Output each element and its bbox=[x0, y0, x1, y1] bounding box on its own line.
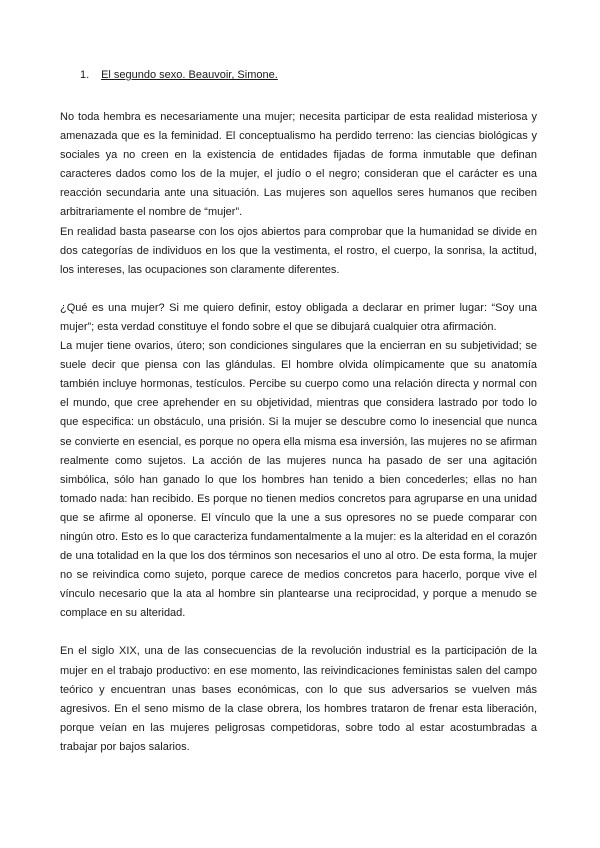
paragraph-2: En realidad basta pasearse con los ojos abiertos para comprobar que la humanidad se divide en dos categorías de individuos en los que la vestimenta, el rostro, el cuerpo, la sonrisa, la actitud, los intereses, las ocupaciones son claramente diferentes. bbox=[60, 225, 537, 276]
paragraph-3: ¿Qué es una mujer? Si me quiero definir, estoy obligada a declarar en primer lugar: “Soy una mujer”; esta verdad constituye el fondo sobre el que se dibujará cualquier otra afirmación. bbox=[60, 301, 537, 333]
section-heading bbox=[80, 66, 278, 85]
heading-title: El segundo sexo. Beauvoir, Simone. bbox=[101, 69, 278, 81]
heading-number: 1. bbox=[80, 69, 90, 81]
paragraph-4: La mujer tiene ovarios, útero; son condiciones singulares que la encierran en su subjetividad; se suele decir que piensa con las glándulas. El hombre olvida olímpicamente que su anatomía también incluye hormonas, testículos. Percibe su cuerpo como una relación directa y normal con el mundo, que cree aprehender en su objetividad, mientras que considera lastrado por todo lo que especifica: un obstáculo, una prisión. Si la mujer se descubre como lo inesencial que nunca se convierte en esencial, es porque no opera ella misma esa inversión, las mujeres no se afirman realmente como sujetos. La acción de las mujeres nunca ha pasado de ser una agitación simbólica, sólo han ganado lo que los hombres han tenido a bien concederles; ellas no han tomado nada: han recibido. Es porque no tienen medios concretos para agruparse en una unidad que se afirme al oponerse. El vínculo que la une a sus opresores no se puede comparar con ningún otro. Esto es lo que caracteriza fundamentalmente a la mujer: es la alteridad en el corazón de una totalidad en la que los dos términos son necesarios el uno al otro. De esta forma, la mujer no se reivindica como sujeto, porque carece de medios concretos para hacerlo, porque vive el vínculo necesario que la ata al hombre sin plantearse una reciprocidad, y porque a menudo se complace en su alteridad. bbox=[60, 340, 537, 620]
paragraph-1: No toda hembra es necesariamente una mujer; necesita participar de esta realidad misteriosa y amenazada que es la feminidad. El conceptualismo ha perdido terreno: las ciencias biológicas y sociales ya no creen en la existencia de entidades fijadas de forma inmutable que definan caracteres dados como los de la mujer, el judío o el negro; consideran que el carácter es una reacción secundaria ante una situación. Las mujeres son aquellos seres humanos que reciben arbitrariamente el nombre de “mujer”. bbox=[60, 111, 537, 219]
paragraph-5: En el siglo XIX, una de las consecuencias de la revolución industrial es la participación de la mujer en el trabajo productivo: en ese momento, las reivindicaciones feministas salen del campo teórico y encuentran unas bases económicas, con lo que sus adversarios se vuelven más agresivos. En el seno mismo de la clase obrera, los hombres trataron de frenar esta liberación, porque veían en las mujeres peligrosas competidoras, sobre todo al estar acostumbradas a trabajar por bajos salarios. bbox=[60, 645, 537, 753]
document-body bbox=[60, 108, 537, 757]
